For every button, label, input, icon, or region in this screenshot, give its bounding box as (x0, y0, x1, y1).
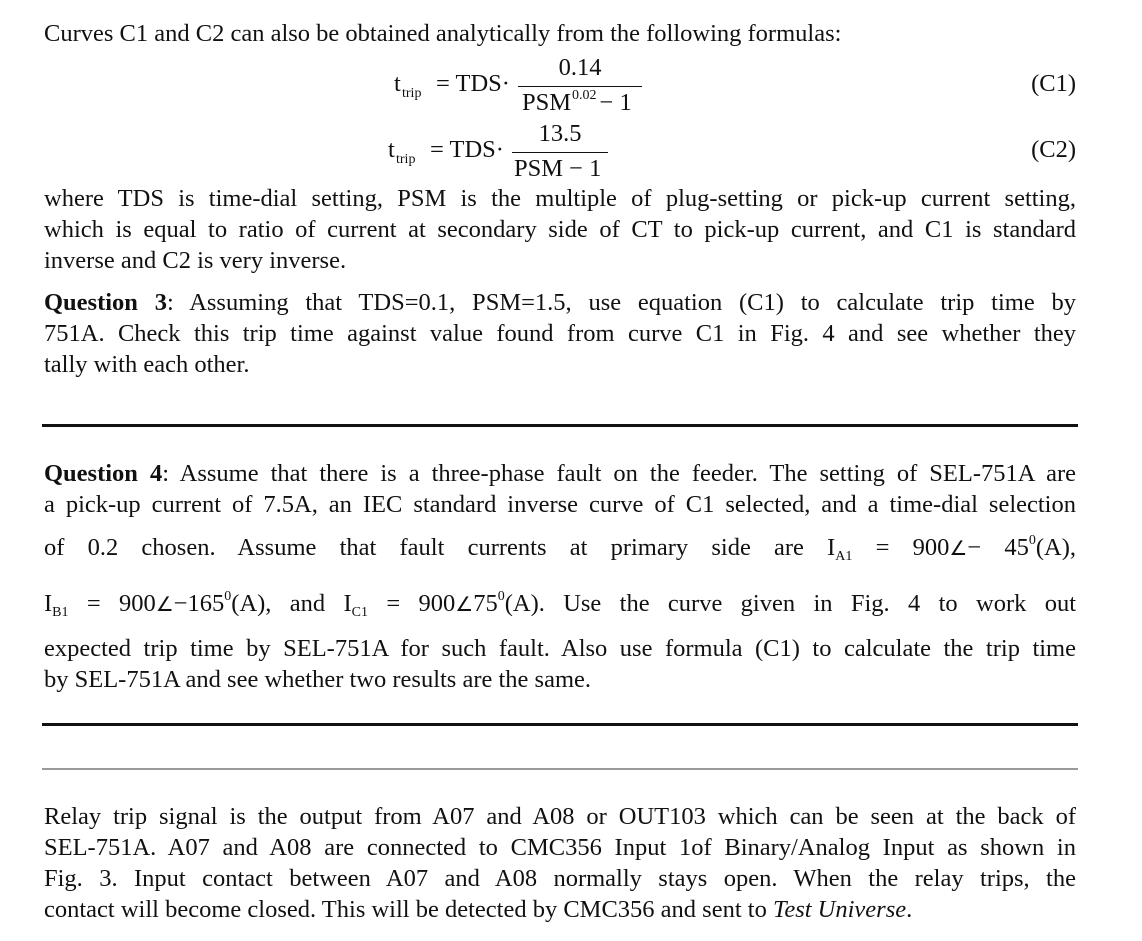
eq1-lhs: t (394, 70, 401, 97)
relay-line: contact will become closed. This will be detected by CMC356 and sent to Test Universe. (44, 896, 913, 923)
answer-divider (42, 723, 1078, 726)
question-4-line: expected trip time by SEL-751A for such fault. Also use formula (C1) to calculate the trip time (44, 635, 1076, 662)
section-divider (42, 768, 1078, 770)
current-ic: $I_{C1}$ = $900\angle 75^0(A)$. (343, 589, 545, 620)
question-3 (44, 287, 1076, 380)
question-3-line: Question 3: Assuming that TDS=0.1, PSM=1.5, use equation (C1) to calculate trip time by (44, 289, 1076, 316)
answer-divider (42, 424, 1078, 427)
relay-paragraph (44, 801, 1076, 925)
question-4-line: of 0.2 chosen. Assume that fault currents at primary side are $I_{A1}$ = 900∠− $45^0(A)$, (44, 533, 1077, 564)
eq1-mid: = TDS· (436, 70, 510, 97)
current-ia: $I_{A1}$ = 900∠− $45^0(A)$, (827, 533, 1077, 564)
definitions-line: inverse and C2 is very inverse. (44, 247, 347, 274)
definitions-line: which is equal to ratio of current at secondary side of CT to pick-up current, and C1 is standard (44, 216, 1076, 243)
eq2-lhs: t (388, 136, 395, 163)
eq2-numerator: 13.5 (538, 120, 582, 147)
current-ib: $I_{B1}$ = $900\angle-165^0(A)$, (44, 589, 272, 620)
eq1-numerator: 0.14 (558, 54, 602, 81)
question-4-line: Question 4: Assume that there is a three-phase fault on the feeder. The setting of SEL-751A are (44, 460, 1076, 487)
eq2-mid: = TDS· (430, 136, 504, 163)
relay-line: SEL-751A. A07 and A08 are connected to CMC356 Input 1of Binary/Analog Input as shown in (44, 834, 1076, 861)
eq1-denominator: $PSM^{0.02} - 1$ (522, 88, 632, 116)
question-4-line: a pick-up current of 7.5A, an IEC standard inverse curve of C1 selected, and a time-dial selection (44, 491, 1076, 518)
test-universe-text: Test Universe (772, 896, 907, 923)
eq1-label: (C1) (1031, 70, 1076, 97)
definitions-line: where TDS is time-dial setting, PSM is the multiple of plug-setting or pick-up current setting, (44, 185, 1076, 212)
question-4-label: Question 4 (44, 460, 163, 487)
question-4-line: $I_{B1}$ = $900\angle-165^0(A)$, and $I_{C1}$ = $900\angle 75^0(A)$. Use the curve given in Fig. 4 to work out (44, 589, 1076, 620)
eq2-label: (C2) (1031, 136, 1076, 163)
eq2-lhs-sub: trip (396, 152, 416, 167)
question-3-line: tally with each other. (44, 351, 250, 378)
eq2-fraction-bar (512, 152, 608, 153)
question-3-label: Question 3 (44, 289, 167, 316)
intro-text: Curves C1 and C2 can also be obtained analytically from the following formulas: (44, 20, 842, 47)
relay-line: Relay trip signal is the output from A07 and A08 or OUT103 which can be seen at the back of (44, 803, 1076, 830)
eq2-denominator: PSM − 1 (514, 155, 602, 182)
question-4 (44, 458, 1076, 695)
eq1-lhs-sub: trip (402, 86, 422, 101)
question-3-line: 751A. Check this trip time against value found from curve C1 in Fig. 4 and see whether they (44, 320, 1076, 347)
definitions-paragraph (44, 183, 1076, 276)
relay-line: Fig. 3. Input contact between A07 and A08 normally stays open. When the relay trips, the (44, 865, 1076, 892)
question-4-line: by SEL-751A and see whether two results are the same. (44, 666, 592, 693)
